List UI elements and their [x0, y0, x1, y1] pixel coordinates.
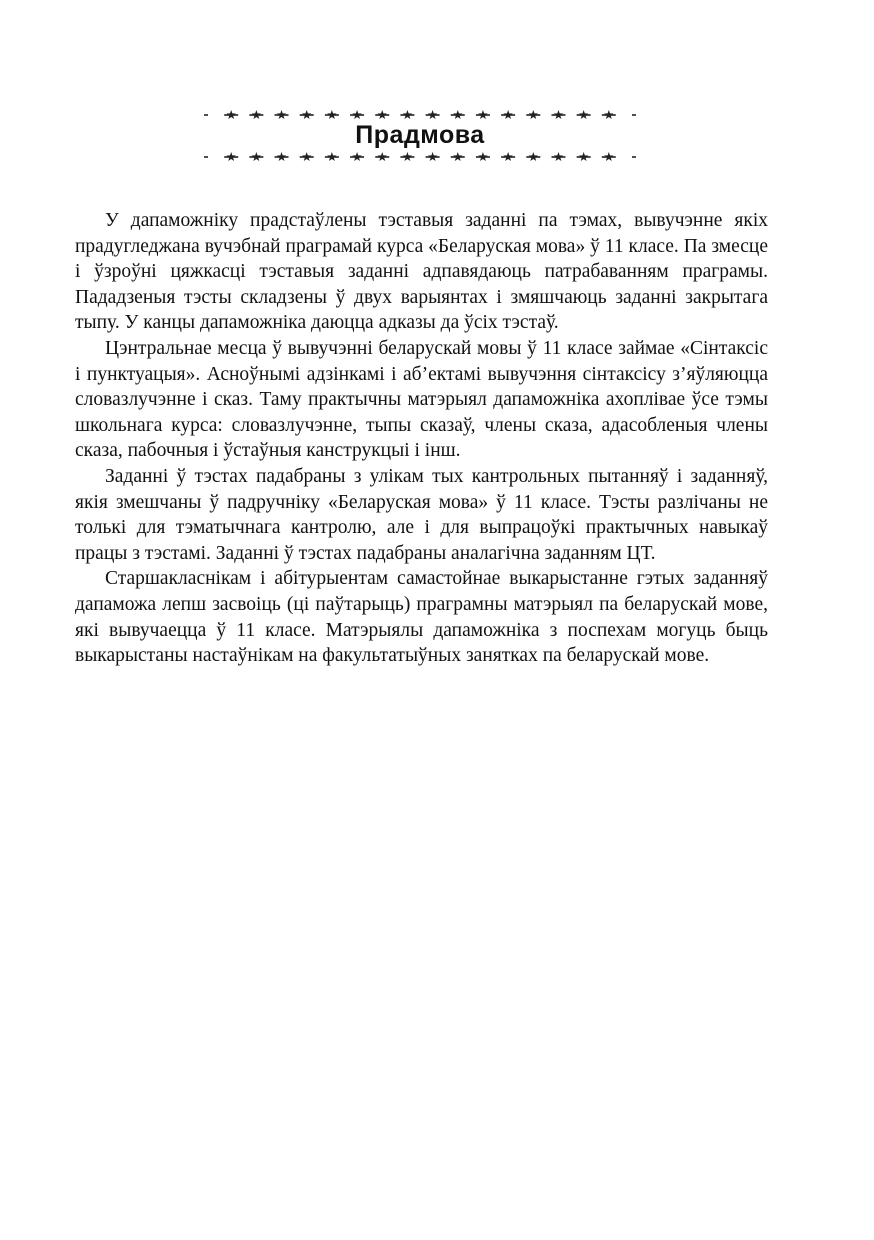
ornament-star [604, 110, 614, 119]
ornament-star [453, 152, 463, 161]
ornament-star [252, 152, 262, 161]
ornament-star [579, 152, 589, 161]
ornament-star [226, 152, 236, 161]
ornament-star [478, 110, 488, 119]
ornament-star [277, 110, 287, 119]
ornament-star [554, 152, 564, 161]
ornament-star [529, 110, 539, 119]
ornament-star [226, 110, 236, 119]
paragraph-2: Цэнтральнае месца ў вывучэнні беларускай мовы ў 11 класе займае «Сінтаксіс і пунктуацыя». Асноўнымі адзінкамі і аб’ектамі вывучэння сінтаксісу з’яўляюцца словазлучэнне і сказ. Таму практычны матэрыял дапаможніка ахоплівае ўсе тэмы школьнага курса: словазлучэнне, тыпы сказаў, члены сказа, адасобленыя члены сказа, пабочныя і ўстаўныя канструкцыі і інш. [75, 337, 768, 462]
ornament-star [377, 110, 387, 119]
ornament-star [277, 152, 287, 161]
ornament-star [579, 110, 589, 119]
ornament-star [554, 110, 564, 119]
ornament-star [302, 152, 312, 161]
paragraph-3: Заданні ў тэстах падабраны з улікам тых кантрольных пытанняў і заданняў, якія змешчаны ў падручніку «Беларуская мова» ў 11 класе. Тэсты разлічаны не толькі для тэматычнага кантролю, але і для выпрацоўкі практычных навыкаў працы з тэстамі. Заданні ў тэстах падабраны аналагічна заданням ЦТ. [75, 465, 768, 564]
ornament-star [529, 152, 539, 161]
ornament-star [377, 152, 387, 161]
ornament-star [428, 110, 438, 119]
ornament-star [453, 110, 463, 119]
ornament-star [428, 152, 438, 161]
ornament-star [327, 152, 337, 161]
paragraph-4: Старшакласнікам і абітурыентам самастойнае выкарыстанне гэтых заданняў дапаможа лепш засвоіць (ці паўтарыць) праграмны матэрыял па беларускай мове, які вывучаецца ў 11 класе. Матэрыялы дапаможніка з поспехам могуць быць выкарыстаны настаўнікам на факультатыўных занятках па беларускай мове. [75, 568, 768, 667]
ornament-bottom-icon [200, 150, 640, 164]
ornament-star [352, 110, 362, 119]
paragraph-1: У дапаможніку прадстаўлены тэставыя заданні па тэмах, вывучэнне якіх прадугледжана вучэбнай праграмай курса «Беларуская мова» ў 11 класе. Па змесце і ўзроўні цяжкасці тэставыя заданні адпавядаюць патрабаванням праграмы. Пададзеныя тэсты складзены ў двух варыянтах і змяшчаюць заданні закрытага тыпу. У канцы дапаможніка даюцца адказы да ўсіх тэстаў. [75, 210, 768, 334]
ornament-star [503, 110, 513, 119]
ornament-star [352, 152, 362, 161]
page-header [200, 106, 640, 168]
ornament-star [327, 110, 337, 119]
ornament-star [403, 152, 413, 161]
ornament-star [503, 152, 513, 161]
page-title: Прадмова [355, 121, 485, 149]
ornament-star [403, 110, 413, 119]
ornament-star [604, 152, 614, 161]
ornament-star [302, 110, 312, 119]
ornament-star [252, 110, 262, 119]
ornament-star [478, 152, 488, 161]
preface-body [75, 208, 768, 669]
